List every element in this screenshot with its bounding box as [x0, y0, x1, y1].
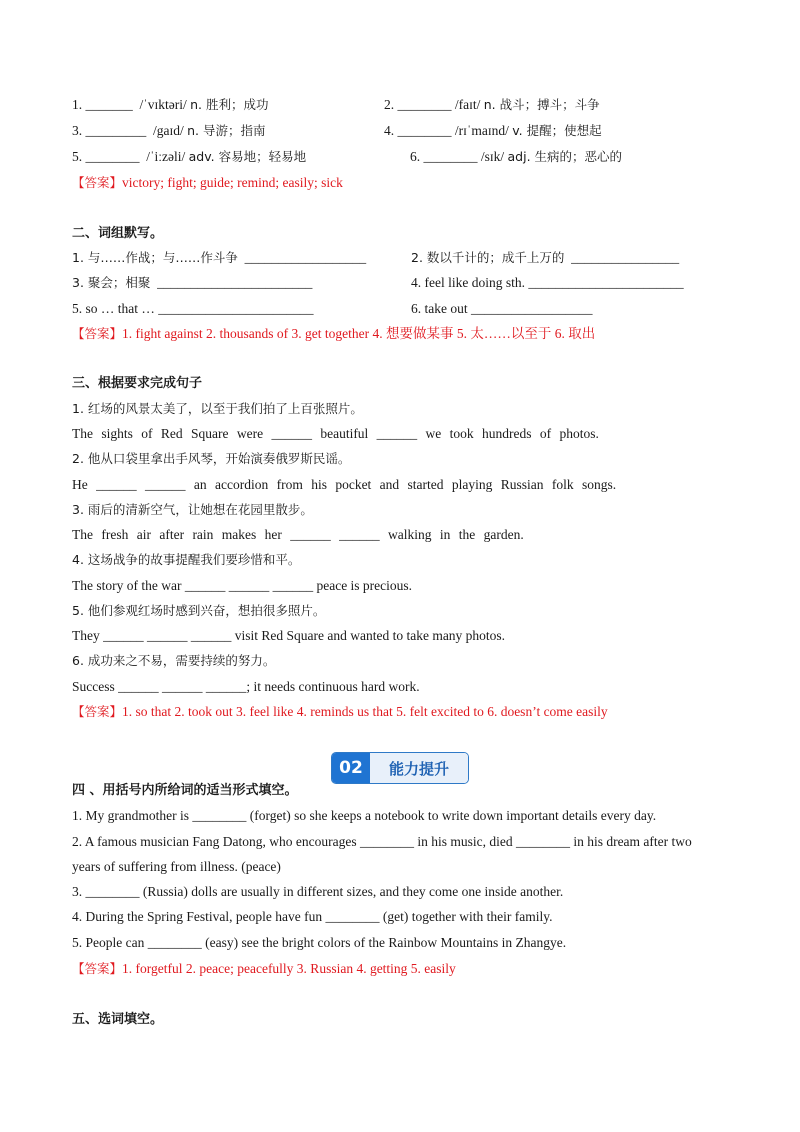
section-title: 三、根据要求完成句子 — [72, 376, 203, 391]
fill-item: 4. During the Spring Festival, people have fun ________ (get) together with their family. — [72, 909, 553, 924]
answer-line: 【答案】1. forgetful 2. peace; peacefully 3. Russian 4. getting 5. easily — [72, 961, 456, 976]
fill-item: 3. ________ (Russia) dolls are usually in different sizes, and they come one inside another. — [72, 884, 564, 899]
answer-line: 【答案】victory; fight; guide; remind; easily; sick — [72, 175, 343, 190]
section-title: 四 、用括号内所给词的适当形式填空。 — [72, 783, 298, 798]
section-title: 二、词组默写。 — [72, 226, 164, 241]
phrase-item: 4. feel like doing sth. _______________________ — [411, 275, 684, 290]
sentence-prompt: 3. 雨后的清新空气，让她想在花园里散步。 — [72, 502, 313, 517]
banner-label: 能力提升 — [370, 753, 468, 783]
sentence-prompt: 2. 他从口袋里拿出手风琴，开始演奏俄罗斯民谣。 — [72, 451, 351, 466]
banner-number: 02 — [332, 753, 370, 783]
sentence-prompt: 1. 红场的风景太美了，以至于我们拍了上百张照片。 — [72, 401, 363, 416]
fill-item: 1. My grandmother is ________ (forget) so she keeps a notebook to write down important details every day. — [72, 808, 657, 823]
sentence-blank-line: The fresh air after rain makes her ______ ______ walking in the garden. — [72, 527, 524, 542]
sentence-prompt: 4. 这场战争的故事提醒我们要珍惜和平。 — [72, 552, 301, 567]
vocab-item: 3. _________ /gaɪd/ n. 导游；指南 — [72, 123, 266, 138]
sentence-prompt: 5. 他们参观红场时感到兴奋，想拍很多照片。 — [72, 603, 326, 618]
fill-item: 5. People can ________ (easy) see the bright colors of the Rainbow Mountains in Zhangye. — [72, 935, 567, 950]
fill-item: 2. A famous musician Fang Datong, who encourages ________ in his music, died ________ in his dream after two — [72, 834, 692, 849]
sentence-blank-line: He ______ ______ an accordion from his pocket and started playing Russian folk songs. — [72, 477, 617, 492]
answer-line: 【答案】1. so that 2. took out 3. feel like 4. reminds us that 5. felt excited to 6. doesn’t come easily — [72, 704, 608, 719]
sentence-blank-line: Success ______ ______ ______; it needs continuous hard work. — [72, 679, 420, 694]
sentence-blank-line: They ______ ______ ______ visit Red Square and wanted to take many photos. — [72, 628, 506, 643]
vocab-item: 6. ________ /sɪk/ adj. 生病的；恶心的 — [410, 149, 623, 164]
section-banner — [331, 752, 469, 784]
phrase-item: 5. so … that … _______________________ — [72, 301, 314, 316]
vocab-item: 5. ________ /ˈiːzəli/ adv. 容易地；轻易地 — [72, 149, 307, 164]
vocab-item: 1. _______ /ˈvɪktəri/ n. 胜利；成功 — [72, 97, 269, 112]
sentence-blank-line: The story of the war ______ ______ ______ peace is precious. — [72, 578, 413, 593]
fill-item-continued: years of suffering from illness. (peace) — [72, 859, 281, 874]
phrase-item: 3. 聚会；相聚 _______________________ — [72, 275, 313, 290]
sentence-prompt: 6. 成功来之不易，需要持续的努力。 — [72, 653, 276, 668]
phrase-item: 6. take out __________________ — [411, 301, 593, 316]
section-title: 五、选词填空。 — [72, 1012, 164, 1027]
phrase-item: 1. 与……作战；与……作斗争 __________________ — [72, 250, 367, 265]
answer-line: 【答案】1. fight against 2. thousands of 3. get together 4. 想要做某事 5. 太……以至于 6. 取出 — [72, 326, 596, 341]
vocab-item: 2. ________ /faɪt/ n. 战斗；搏斗；斗争 — [384, 97, 600, 112]
phrase-item: 2. 数以千计的；成千上万的 ________________ — [411, 250, 680, 265]
vocab-item: 4. ________ /rɪˈmaɪnd/ v. 提醒；使想起 — [384, 123, 602, 138]
sentence-blank-line: The sights of Red Square were ______ beautiful ______ we took hundreds of photos. — [72, 426, 599, 441]
